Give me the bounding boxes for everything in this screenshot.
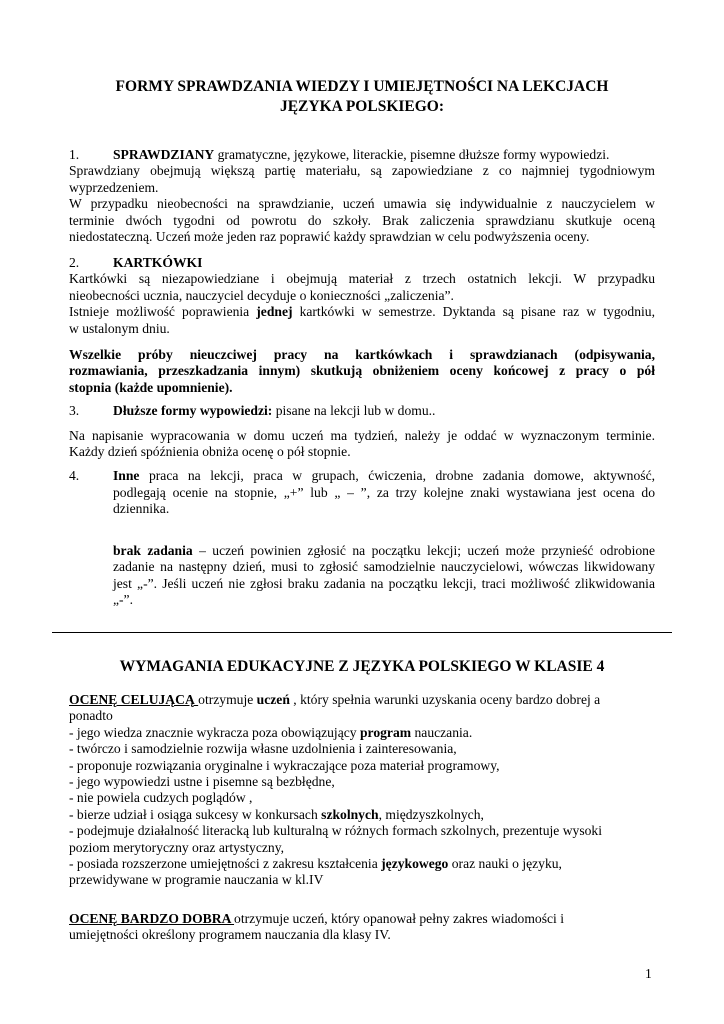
document-title xyxy=(60,77,664,117)
list-item: - jego wypowiedzi ustne i pisemne są bezbłędne, xyxy=(69,774,335,790)
section-kartkowki: 2. KARTKÓWKI Kartkówki są niezapowiedziane i obejmują materiał z trzech ostatnich lekcji. W przypadku nieobecności ucznia, nauczyciel decyduje o konieczności „zaliczenia”. Istnieje możliwość poprawienia jednej kartkówki w semestrze. Dyktanda są pisane raz w tygodniu, w ustalonym dniu. xyxy=(69,255,655,336)
list-item: - posiada rozszerzone umiejętności z zakresu kształcenia językowego oraz nauki o języku, xyxy=(69,856,562,872)
list-item: - podejmuje działalność literacką lub kulturalną w różnych formach szkolnych, prezentuje wysoki xyxy=(69,823,602,839)
list-item: - proponuje rozwiązania oryginalne i wykraczające poza materiał programowy, xyxy=(69,757,500,773)
section-number: 1. xyxy=(69,147,80,162)
ocena-bardzo-dobra-heading: OCENĘ BARDZO DOBRA xyxy=(69,911,235,926)
brak-zadania-paragraph: brak zadania – uczeń powinien zgłosić na początku lekcji; uczeń może przynieść odrobione zadanie na następny dzień, musi to zgłosić samodzielnie nauczycielowi, wówczas likwidowany jest „-”. Jeśli uczeń nie zgłosi braku zadania na początku lekcji, traci możliwość zlikwidowania „-”. xyxy=(113,543,655,608)
section-number: 2. xyxy=(69,255,80,270)
section-heading: KARTKÓWKI xyxy=(113,255,203,270)
ocena-celujaca: OCENĘ CELUJĄCĄ otrzymuje uczeń , który spełnia warunki uzyskania oceny bardzo dobrej a ponadto - jego wiedza znacznie wykracza poza obowiązujący program nauczania. - twórczo i samodzielnie rozwija własne uzdolnienia i zainteresowania, - proponuje rozwiązania oryginalne i wykraczające poza materiał programowy, - jego wypowiedzi ustne i pisemne są bezbłędne, - nie powiela cudzych poglądów , - bierze udział i osiąga sukcesy w konkursach szkolnych, międzyszkolnych, - podejmuje działalność literacką lub kulturalną w różnych formach szkolnych, prezentuje wysoki poziom merytoryczny oraz artystyczny, - posiada rozszerzone umiejętności z zakresu kształcenia językowego oraz nauki o języku, przewidywane w programie nauczania w kl.IV xyxy=(69,692,655,889)
page-number: 1 xyxy=(645,966,652,981)
list-item: - nie powiela cudzych poglądów , xyxy=(69,790,253,806)
section-inne-body: podlegają ocenie na stopnie, „+” lub „ – ”, za trzy kolejne znaki wystawiana jest ocena do dziennika. xyxy=(113,485,655,517)
list-item: - twórczo i samodzielnie rozwija własne uzdolnienia i zainteresowania, xyxy=(69,741,457,757)
horizontal-divider xyxy=(52,632,672,633)
title-line-1: FORMY SPRAWDZANIA WIEDZY I UMIEJĘTNOŚCI NA LEKCJACH xyxy=(115,78,609,95)
section-inne: 4. Inne praca na lekcji, praca w grupach, ćwiczenia, drobne zadania domowe, aktywność, xyxy=(69,468,655,483)
ocena-bardzo-dobra: OCENĘ BARDZO DOBRA otrzymuje uczeń, który opanował pełny zakres wiadomości i umiejętności określony programem nauczania dla klasy IV. xyxy=(69,911,564,943)
section-heading: Dłuższe formy wypowiedzi: xyxy=(113,403,273,418)
section-dluzsze-formy: 3. Dłuższe formy wypowiedzi: pisane na lekcji lub w domu.. xyxy=(69,403,436,418)
section-number: 4. xyxy=(69,468,80,483)
section-dluzsze-formy-body: Na napisanie wypracowania w domu uczeń ma tydzień, należy je oddać w wyznaczonym terminie. Każdy dzień spóźnienia obniża ocenę o pół stopnie. xyxy=(69,428,655,460)
brak-zadania-heading: brak zadania xyxy=(113,543,193,558)
section-heading: Inne xyxy=(113,468,140,483)
section-number: 3. xyxy=(69,403,80,418)
section-sprawdziany: 1. SPRAWDZIANY gramatyczne, językowe, literackie, pisemne dłuższe formy wypowiedzi. Sprawdziany obejmują większą partię materiału, są zapowiedziane z co najmniej tygodniowym wyprzedzeniem. W przypadku nieobecności na sprawdzianie, uczeń umawia się indywidualnie z nauczycielem w terminie dwóch tygodni od powrotu do szkoły. Brak zaliczenia sprawdzianu skutkuje oceną niedostateczną. Uczeń może jeden raz poprawić każdy sprawdzian w celu podwyższenia oceny. xyxy=(69,147,655,245)
title-line-2: JĘZYKA POLSKIEGO: xyxy=(279,98,445,115)
warning-paragraph: Wszelkie próby nieuczciwej pracy na kartkówkach i sprawdzianach (odpisywania, rozmawiania, przeszkadzania innym) skutkują obniżeniem oceny końcowej z pracy o pół stopnia (każde upomnienie). xyxy=(69,347,655,395)
ocena-celujaca-heading: OCENĘ CELUJĄCĄ xyxy=(69,692,199,707)
section-heading: SPRAWDZIANY xyxy=(113,147,215,162)
requirements-title: WYMAGANIA EDUKACYJNE Z JĘZYKA POLSKIEGO W KLASIE 4 xyxy=(119,658,605,675)
list-item: - jego wiedza znacznie wykracza poza obowiązujący program nauczania. xyxy=(69,724,473,740)
list-item: - bierze udział i osiąga sukcesy w konkursach szkolnych, międzyszkolnych, xyxy=(69,806,484,822)
